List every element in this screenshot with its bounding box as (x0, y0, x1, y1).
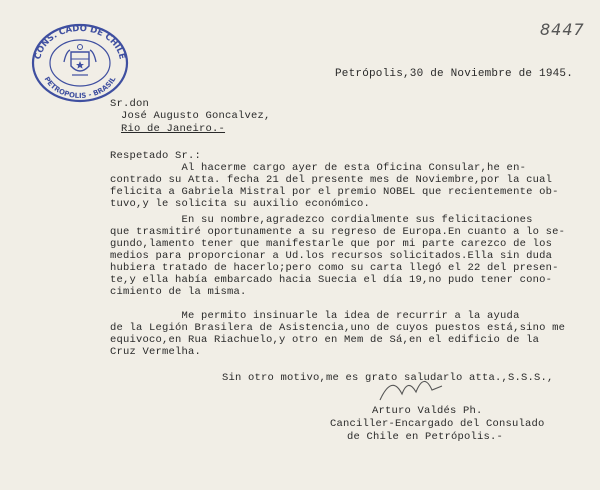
body-line: de la Legión Brasilera de Asistencia,uno de cuyos puestos está,sino me (110, 322, 566, 334)
body-line: En su nombre,agradezco cordialmente sus felicitaciones (110, 214, 533, 226)
recipient-name: José Augusto Goncalvez, (121, 110, 271, 122)
body-line: tuvo,y le solicita su auxilio económico. (110, 198, 371, 210)
recipient-city: Rio de Janeiro.- (121, 123, 226, 135)
body-paragraph-1 (110, 162, 570, 210)
body-line: cimiento de la misma. (110, 286, 247, 298)
body-line: te,y ella había embarcado hacia Suecia el día 19,no pudo tener cono- (110, 274, 553, 286)
stamp-seal-icon (30, 22, 130, 104)
signer-name: Arturo Valdés Ph. (372, 405, 483, 417)
recipient-salutation: Sr.don (110, 98, 150, 110)
body-paragraph-2 (110, 214, 570, 298)
body-line: medios para proporcionar a Ud.los recursos solicitados.Ella sin duda (110, 250, 553, 262)
body-paragraph-3 (110, 310, 570, 358)
body-line: Al hacerme cargo ayer de esta Oficina Consular,he en- (110, 162, 527, 174)
closing-line: Sin otro motivo,me es grato saludarlo atta.,S.S.S., (222, 372, 554, 384)
stamp-text-bottom: PETROPOLIS - BRASIL (42, 75, 118, 101)
consulate-stamp (30, 22, 130, 104)
body-line: contrado su Atta. fecha 21 del presente mes de Noviembre,por la cual (110, 174, 553, 186)
body-line: gundo,lamento tener que manifestarle que por mi parte carezco de los (110, 238, 553, 250)
body-line: hubiera tratado de hacerlo;pero como su carta llegó el 22 del presen- (110, 262, 559, 274)
svg-text:CONS. CADO DE CHILE (33, 24, 127, 61)
body-line: Me permito insinuarle la idea de recurrir a la ayuda (110, 310, 520, 322)
signer-title-line-2: de Chile en Petrópolis.- (347, 431, 504, 443)
handwritten-signature-icon (372, 368, 462, 408)
archive-number: 8447 (540, 20, 585, 39)
body-line: que trasmitiré oportunamente a su regreso de Europa.En cuanto a lo se- (110, 226, 566, 238)
stamp-text-top: CONS. CADO DE CHILE (33, 23, 127, 61)
body-line: Cruz Vermelha. (110, 346, 202, 358)
greeting: Respetado Sr.: (110, 150, 202, 162)
body-line: felicita a Gabriela Mistral por el premio NOBEL que recientemente ob- (110, 186, 559, 198)
letter-date: Petrópolis,30 de Noviembre de 1945. (335, 68, 574, 80)
body-line: equivoco,en Rua Riachuelo,y otro en Mem de Sá,en el edificio de la (110, 334, 540, 346)
signer-title-line-1: Canciller-Encargado del Consulado (330, 418, 545, 430)
svg-text:PETROPOLIS - BRASIL (43, 75, 118, 100)
